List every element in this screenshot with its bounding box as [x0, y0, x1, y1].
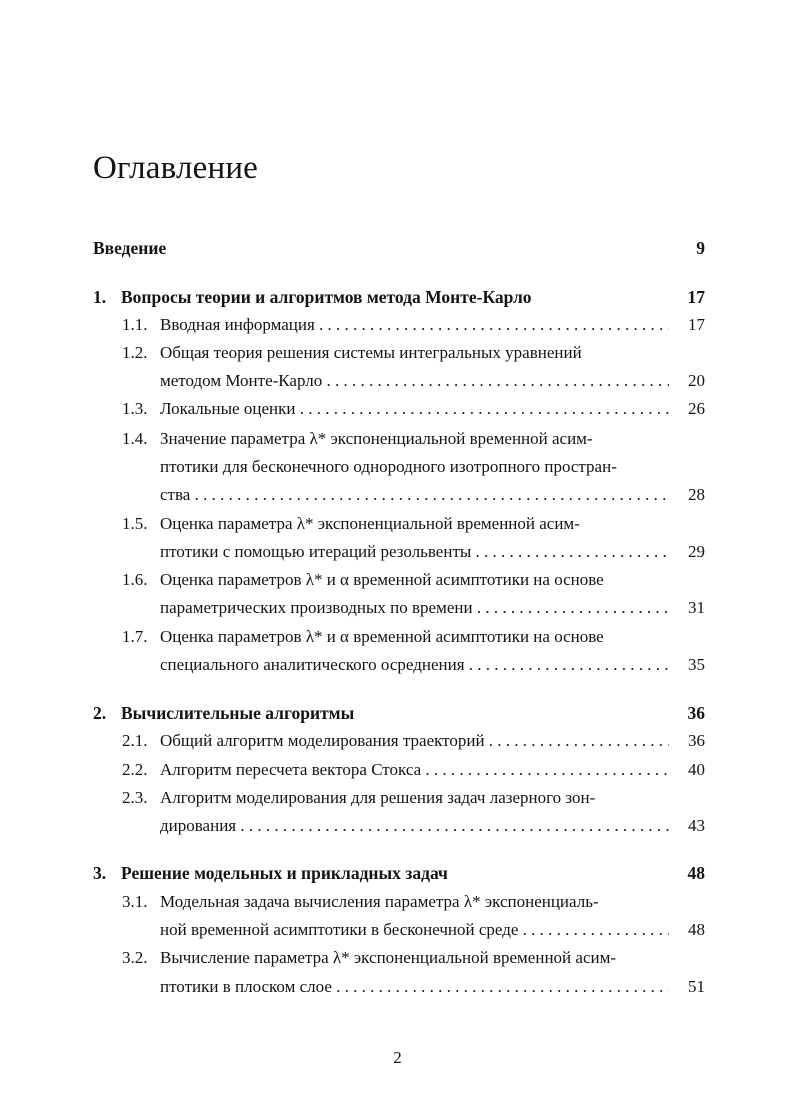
section-number: 1.1. [122, 315, 148, 334]
section-number: 2.1. [122, 731, 148, 750]
toc-section-2-2[interactable] [93, 756, 705, 784]
toc-section-1-7[interactable] [93, 623, 705, 651]
section-page: 17 [688, 315, 705, 334]
toc-section-1-4[interactable] [93, 425, 705, 453]
section-page: 31 [688, 598, 705, 617]
section-title-line: Алгоритм моделирования для решения задач лазерного зон- [160, 788, 596, 807]
section-number: 1.2. [122, 343, 148, 362]
section-title-line: Оценка параметра λ* экспоненциальной временной асим- [160, 514, 580, 533]
section-number: 3.2. [122, 948, 148, 967]
section-page: 20 [688, 371, 705, 390]
chapter-page: 48 [687, 863, 705, 883]
section-number: 1.4. [122, 429, 148, 448]
section-page: 28 [688, 485, 705, 504]
toc-section-1-2[interactable] [93, 339, 705, 367]
toc-section-1-4-cont1[interactable] [93, 453, 705, 481]
section-title: Общий алгоритм моделирования траекторий . . [160, 727, 669, 755]
section-number: 1.6. [122, 570, 148, 589]
section-number: 1.3. [122, 399, 148, 418]
chapter-title: Решение модельных и прикладных задач [121, 863, 448, 883]
section-title-line: Оценка параметров λ* и α временной асимптотики на основе [160, 570, 604, 589]
toc-chapter-3[interactable] [93, 859, 705, 887]
toc-section-1-6[interactable] [93, 566, 705, 594]
toc-intro-page: 9 [696, 238, 705, 258]
section-title-line: параметрических производных по времени . . [160, 594, 669, 622]
chapter-page: 17 [687, 287, 705, 307]
chapter-title: Вычислительные алгоритмы [121, 703, 355, 723]
section-page: 43 [688, 816, 705, 835]
page-title: Оглавление [93, 150, 259, 186]
chapter-number: 2. [93, 703, 107, 723]
chapter-page: 36 [687, 703, 705, 723]
toc-section-3-2[interactable] [93, 944, 705, 972]
section-page: 26 [688, 399, 705, 418]
section-title-line: ной временной асимптотики в бесконечной среде . . [160, 916, 669, 944]
section-title-line: Общая теория решения системы интегральных уравнений [160, 343, 582, 362]
toc-section-1-5[interactable] [93, 510, 705, 538]
toc-section-1-5-cont[interactable] [93, 538, 705, 566]
section-number: 1.5. [122, 514, 148, 533]
toc-chapter-1[interactable] [93, 283, 705, 311]
section-title-line: Значение параметра λ* экспоненциальной временной асим- [160, 429, 593, 448]
toc-section-1-7-cont[interactable] [93, 651, 705, 679]
section-page: 35 [688, 655, 705, 674]
toc-section-3-1-cont[interactable] [93, 916, 705, 944]
chapter-number: 3. [93, 863, 107, 883]
section-title: Вводная информация . . [160, 311, 669, 339]
toc-intro-label: Введение [93, 238, 167, 258]
toc-section-3-1[interactable] [93, 888, 705, 916]
section-title-line: птотики для бесконечного однородного изотропного простран- [160, 457, 617, 476]
section-title-line: птотики с помощью итераций резольвенты . . [160, 538, 669, 566]
section-title-line: дирования . . [160, 812, 669, 840]
toc-section-1-2-cont[interactable] [93, 367, 705, 395]
section-page: 48 [688, 920, 705, 939]
toc-section-3-2-cont[interactable] [93, 973, 705, 1001]
toc-section-1-6-cont[interactable] [93, 594, 705, 622]
toc-section-1-3[interactable] [93, 395, 705, 423]
section-title-line: ства . . [160, 481, 669, 509]
chapter-title: Вопросы теории и алгоритмов метода Монте-Карло [121, 287, 532, 307]
section-page: 40 [688, 760, 705, 779]
section-title-line: специального аналитического осреднения . . [160, 651, 669, 679]
page-number: 2 [393, 1048, 402, 1067]
chapter-number: 1. [93, 287, 107, 307]
section-number: 1.7. [122, 627, 148, 646]
section-title-line: Оценка параметров λ* и α временной асимптотики на основе [160, 627, 604, 646]
section-title-line: птотики в плоском слое . . [160, 973, 669, 1001]
section-title-line: Модельная задача вычисления параметра λ* экспоненциаль- [160, 892, 599, 911]
section-title-line: Вычисление параметра λ* экспоненциальной временной асим- [160, 948, 617, 967]
section-number: 2.2. [122, 760, 148, 779]
toc-chapter-2[interactable] [93, 699, 705, 727]
section-page: 29 [688, 542, 705, 561]
section-page: 51 [688, 977, 705, 996]
toc-section-2-3[interactable] [93, 784, 705, 812]
section-number: 2.3. [122, 788, 148, 807]
toc-section-2-3-cont[interactable] [93, 812, 705, 840]
toc-section-1-4-cont2[interactable] [93, 481, 705, 509]
toc-intro[interactable] [93, 234, 705, 262]
section-title-line: методом Монте-Карло . . [160, 367, 669, 395]
section-title: Алгоритм пересчета вектора Стокса . . [160, 756, 669, 784]
toc-section-1-1[interactable] [93, 311, 705, 339]
toc-section-2-1[interactable] [93, 727, 705, 755]
section-number: 3.1. [122, 892, 148, 911]
section-title: Локальные оценки . . [160, 395, 669, 423]
section-page: 36 [688, 731, 705, 750]
